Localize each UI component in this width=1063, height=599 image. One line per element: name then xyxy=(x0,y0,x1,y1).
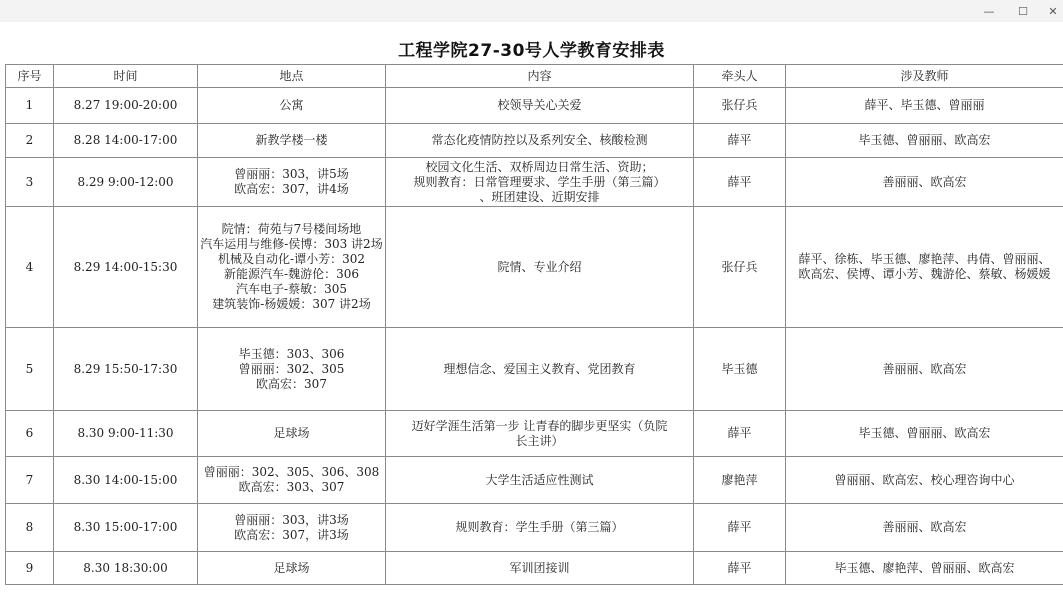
cell-teachers xyxy=(786,207,1063,328)
header-time: 时间 xyxy=(54,65,198,88)
table-row xyxy=(6,124,1063,158)
place-line: 机械及自动化-谭小芳：302 xyxy=(218,252,365,266)
cell-leader: 薛平 xyxy=(694,158,786,207)
content-line: 校园文化生活、双桥周边日常生活、资助； xyxy=(425,159,654,174)
content-line: 规则教育：学生手册（第三篇） xyxy=(455,520,624,534)
cell-leader: 毕玉德 xyxy=(694,328,786,411)
cell-leader: 薛平 xyxy=(694,124,786,158)
table-row xyxy=(6,158,1063,207)
content-line: 理想信念、爱国主义教育、党团教育 xyxy=(443,361,636,376)
teachers-line: 薛平、毕玉德、曾丽丽 xyxy=(864,98,985,112)
cell-content xyxy=(386,504,694,552)
content-line: 院情、专业介绍 xyxy=(497,259,582,274)
place-line: 曾丽丽：303，讲5场 xyxy=(234,167,349,181)
teachers-line: 善丽丽、欧高宏 xyxy=(882,361,967,376)
maximize-icon: ☐ xyxy=(1018,4,1028,18)
teachers-line: 毕玉德、曾丽丽、欧高宏 xyxy=(858,133,991,147)
table-row xyxy=(6,457,1063,504)
place-line: 足球场 xyxy=(273,426,310,440)
header-leader: 牵头人 xyxy=(694,65,786,88)
cell-place xyxy=(198,124,386,158)
cell-teachers xyxy=(786,158,1063,207)
table-row xyxy=(6,207,1063,328)
cell-place xyxy=(198,411,386,457)
cell-leader: 薛平 xyxy=(694,552,786,585)
content-line: 大学生活适应性测试 xyxy=(485,472,594,487)
cell-time: 8.29 14:00-15:30 xyxy=(54,207,198,328)
cell-teachers xyxy=(786,88,1063,124)
place-line: 欧高宏：307，讲3场 xyxy=(234,527,349,542)
content-line: 规则教育：日常管理要求、学生手册（第三篇） xyxy=(413,174,666,189)
cell-place xyxy=(198,88,386,124)
cell-place xyxy=(198,504,386,552)
teachers-line: 欧高宏、侯博、谭小芳、魏游伦、蔡敏、杨媛媛 xyxy=(798,267,1051,281)
place-line: 毕玉德：303、306 xyxy=(238,346,345,361)
page-title: 工程学院27-30号人学教育安排表 xyxy=(398,41,665,61)
table-row xyxy=(6,88,1063,124)
content-line: 迈好学涯生活第一步 让青春的脚步更坚实（负院 xyxy=(411,418,668,433)
cell-time: 8.28 14:00-17:00 xyxy=(54,124,198,158)
cell-seq: 5 xyxy=(6,328,54,411)
place-line: 新教学楼一楼 xyxy=(255,133,328,147)
place-line: 足球场 xyxy=(273,560,310,575)
teachers-line: 善丽丽、欧高宏 xyxy=(882,520,967,534)
cell-place xyxy=(198,207,386,328)
place-line: 曾丽丽：302、305 xyxy=(238,361,345,376)
cell-place xyxy=(198,328,386,411)
minimize-icon: — xyxy=(983,4,995,18)
close-icon: ✕ xyxy=(1048,4,1058,18)
cell-time: 8.29 9:00-12:00 xyxy=(54,158,198,207)
cell-teachers xyxy=(786,552,1063,585)
maximize-button[interactable] xyxy=(1008,0,1038,22)
cell-leader: 廖艳萍 xyxy=(694,457,786,504)
cell-seq: 4 xyxy=(6,207,54,328)
cell-time: 8.29 15:50-17:30 xyxy=(54,328,198,411)
schedule-table xyxy=(5,64,1063,585)
cell-content xyxy=(386,411,694,457)
cell-content xyxy=(386,124,694,158)
cell-content xyxy=(386,88,694,124)
cell-content xyxy=(386,207,694,328)
place-line: 曾丽丽：302、305、306、308 xyxy=(203,465,380,479)
place-line: 公寓 xyxy=(279,98,304,112)
teachers-line: 毕玉德、曾丽丽、欧高宏 xyxy=(858,426,991,440)
close-button[interactable] xyxy=(1038,0,1063,22)
cell-time: 8.30 18:30:00 xyxy=(54,552,198,585)
cell-seq: 2 xyxy=(6,124,54,158)
table-row xyxy=(6,552,1063,585)
content-line: 、班团建设、近期安排 xyxy=(479,189,600,204)
teachers-line: 善丽丽、欧高宏 xyxy=(882,174,967,189)
cell-seq: 6 xyxy=(6,411,54,457)
place-line: 欧高宏：307，讲4场 xyxy=(234,182,349,196)
cell-place xyxy=(198,457,386,504)
cell-content xyxy=(386,457,694,504)
cell-leader: 薛平 xyxy=(694,411,786,457)
cell-place xyxy=(198,552,386,585)
header-content: 内容 xyxy=(386,65,694,88)
cell-seq: 7 xyxy=(6,457,54,504)
cell-place xyxy=(198,158,386,207)
cell-content xyxy=(386,328,694,411)
cell-leader: 薛平 xyxy=(694,504,786,552)
header-seq: 序号 xyxy=(6,65,54,88)
minimize-button[interactable] xyxy=(974,0,1004,22)
place-line: 建筑装饰-杨媛媛：307 讲2场 xyxy=(212,297,371,311)
place-line: 汽车电子-蔡敏：305 xyxy=(236,282,347,296)
place-line: 新能源汽车-魏游伦：306 xyxy=(224,267,359,281)
table-header-row xyxy=(6,65,1063,88)
table-row xyxy=(6,411,1063,457)
content-line: 长主讲） xyxy=(515,433,564,448)
cell-time: 8.30 15:00-17:00 xyxy=(54,504,198,552)
content-line: 校领导关心关爱 xyxy=(497,98,582,112)
cell-teachers xyxy=(786,457,1063,504)
cell-seq: 1 xyxy=(6,88,54,124)
cell-teachers xyxy=(786,328,1063,411)
place-line: 院情：荷苑与7号楼间场地 xyxy=(221,222,362,236)
cell-content xyxy=(386,158,694,207)
cell-teachers xyxy=(786,124,1063,158)
cell-seq: 3 xyxy=(6,158,54,207)
cell-leader: 张仔兵 xyxy=(694,88,786,124)
header-teachers: 涉及教师 xyxy=(786,65,1063,88)
teachers-line: 薛平、徐栋、毕玉德、廖艳萍、冉倩、曾丽丽、 xyxy=(798,252,1051,266)
place-line: 曾丽丽：303，讲3场 xyxy=(234,512,349,527)
cell-time: 8.30 14:00-15:00 xyxy=(54,457,198,504)
content-line: 常态化疫情防控以及系列安全、核酸检测 xyxy=(431,133,648,147)
teachers-line: 毕玉德、廖艳萍、曾丽丽、欧高宏 xyxy=(834,560,1015,575)
window-titlebar xyxy=(0,0,1063,22)
cell-seq: 8 xyxy=(6,504,54,552)
cell-seq: 9 xyxy=(6,552,54,585)
place-line: 欧高宏：303、307 xyxy=(238,480,345,494)
content-line: 军训团接训 xyxy=(509,560,570,575)
cell-teachers xyxy=(786,411,1063,457)
header-place: 地点 xyxy=(198,65,386,88)
cell-leader: 张仔兵 xyxy=(694,207,786,328)
cell-time: 8.27 19:00-20:00 xyxy=(54,88,198,124)
table-row xyxy=(6,504,1063,552)
table-row xyxy=(6,328,1063,411)
place-line: 欧高宏：307 xyxy=(256,376,327,391)
teachers-line: 曾丽丽、欧高宏、校心理咨询中心 xyxy=(834,472,1015,487)
cell-time: 8.30 9:00-11:30 xyxy=(54,411,198,457)
place-line: 汽车运用与维修-侯博：303 讲2场 xyxy=(200,237,383,251)
cell-content xyxy=(386,552,694,585)
document-area xyxy=(0,22,1063,599)
cell-teachers xyxy=(786,504,1063,552)
